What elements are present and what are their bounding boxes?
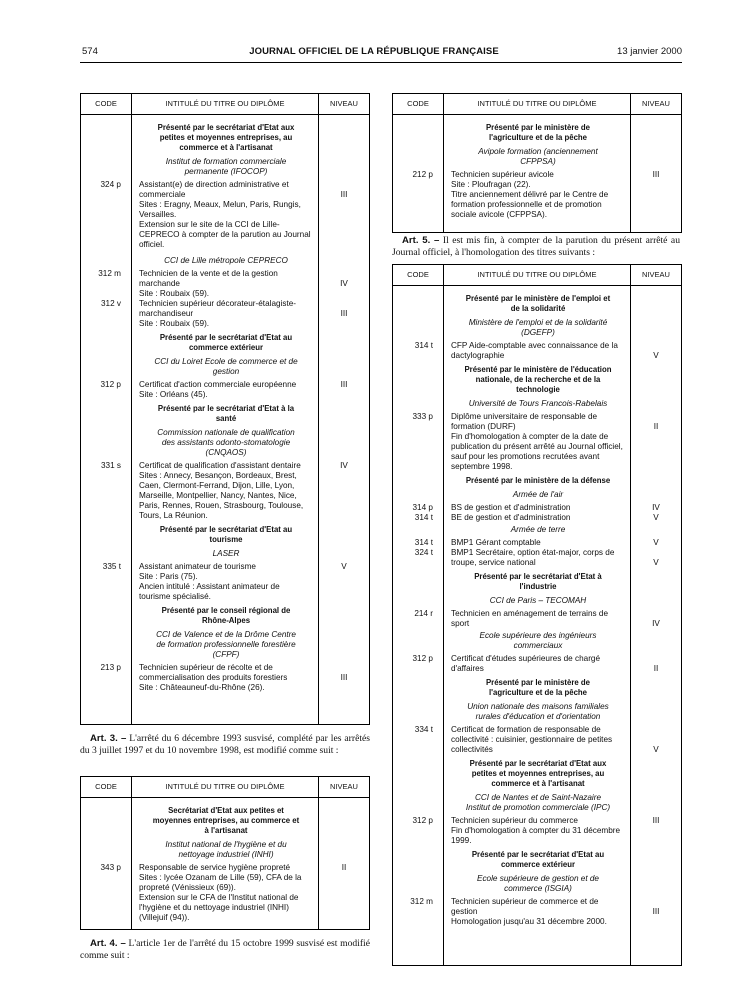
row-old-title: Ancien intitulé : Assistant animateur de tourisme spécialisé.	[139, 582, 280, 601]
section-heading: Présenté par le secrétariat d'Etat aux petites et moyennes entreprises, au commerce et à l'artisanat	[469, 759, 607, 788]
table-row	[81, 863, 369, 923]
journal-title: JOURNAL OFFICIEL DE LA RÉPUBLIQUE FRANÇAISE	[249, 46, 499, 57]
organization-name: CCI du Loiret Ecole de commerce et de gestion	[154, 357, 298, 376]
article-3	[80, 733, 370, 756]
section-heading: Présenté par le ministère de l'agriculture et de la pêche	[485, 678, 590, 697]
row-code: 335 t	[102, 562, 121, 571]
section-heading: Présenté par le secrétariat d'Etat aux petites et moyennes entreprises, au commerce et à l'artisanat	[157, 123, 295, 152]
table-row	[393, 170, 681, 220]
row-level: V	[653, 558, 659, 567]
row-title: Certificat de formation de responsable de collectivité : cuisinier, gestionnaire de petites collectivités	[451, 725, 613, 754]
row-site: Site : Roubaix (59).	[139, 319, 210, 328]
row-extension: Extension sur le CFA de l'Institut national de l'hygiène et du nettoyage industriel (INHI) (Villejuif (94)).	[139, 893, 299, 922]
row-note: Fin d'homologation à compter du 31 décembre 1999.	[451, 826, 621, 845]
page-number: 574	[82, 46, 98, 57]
row-title: Responsable de service hygiène propreté	[139, 863, 291, 872]
row-level: V	[653, 745, 659, 754]
section-heading: Secrétariat d'Etat aux petites et moyennes entreprises, au commerce et à l'artisanat	[152, 806, 300, 835]
row-level: III	[340, 380, 348, 389]
section-heading: Présenté par le conseil régional de Rhône-Alpes	[161, 606, 291, 625]
row-title: Technicien en aménagement de terrains de sport	[451, 609, 609, 628]
row-level: V	[653, 351, 659, 360]
row-title: CFP Aide-comptable avec connaissance de la dactylographie	[451, 341, 618, 360]
col-code-header: CODE	[407, 99, 429, 108]
row-level: II	[341, 863, 347, 872]
row-sites: Sites : Annecy, Besançon, Bordeaux, Brest, Caen, Clermont-Ferrand, Dijon, Lille, Lyon, Marseille, Montpellier, Nancy, Nantes, Nice, Paris, Rennes, Rouen, Strasbourg, Toulouse, Tours, La Réunion.	[139, 471, 304, 520]
row-title: BMP1 Gérant comptable	[451, 538, 541, 547]
right-main-diploma-table	[392, 264, 682, 966]
row-note: Fin d'homologation à compter de la date de publication du présent arrêté au Journal officiel, sauf pour les promotions recrutées avant septembre 1998.	[451, 432, 623, 471]
row-title: Technicien de la vente et de la gestion marchande	[139, 269, 278, 288]
col-code-header: CODE	[407, 270, 429, 279]
section-heading: Présenté par le secrétariat d'Etat à l'industrie	[474, 572, 602, 591]
organization-name: LASER	[212, 549, 240, 558]
organization-name: Avipole formation (anciennement CFPPSA)	[478, 147, 598, 166]
row-site: Site : Ploufragan (22).	[451, 180, 531, 189]
section-heading: Présenté par le secrétariat d'Etat au commerce extérieur	[159, 333, 293, 352]
row-code: 331 s	[100, 461, 121, 470]
row-site: Site : Orléans (45).	[139, 390, 208, 399]
table-row	[81, 663, 369, 693]
col-title-header: INTITULÉ DU TITRE OU DIPLÔME	[443, 94, 631, 114]
row-code: 312 p	[412, 816, 433, 825]
col-level-header: NIVEAU	[642, 99, 670, 108]
organization-name: Université de Tours Francois-Rabelais	[468, 399, 608, 408]
section-heading: Présenté par le ministère de l'éducation nationale, de la recherche et de la technologie	[464, 365, 612, 394]
table-row	[393, 816, 681, 846]
table-row	[393, 897, 681, 927]
row-level: V	[653, 538, 659, 547]
row-code: 212 p	[412, 170, 433, 179]
organization-name: Armée de l'air	[512, 490, 564, 499]
bottom-diploma-table	[80, 776, 370, 930]
row-level: III	[652, 816, 660, 825]
row-code: 312 m	[410, 897, 433, 906]
page-header	[0, 18, 748, 58]
article-label: Art. 5. –	[402, 235, 440, 246]
row-level: V	[341, 562, 347, 571]
row-title: Technicien supérieur avicole	[451, 170, 554, 179]
row-code: 214 r	[414, 609, 433, 618]
row-level: III	[340, 309, 348, 318]
organization-name: CCI de Paris – TECOMAH	[489, 596, 587, 605]
table-row	[81, 461, 369, 521]
row-site: Site : Paris (75).	[139, 572, 198, 581]
col-title-header: INTITULÉ DU TITRE OU DIPLÔME	[131, 777, 319, 797]
row-level: II	[653, 422, 659, 431]
row-code: 324 p	[100, 180, 121, 189]
row-level: III	[340, 673, 348, 682]
organization-name: Armée de terre	[510, 525, 566, 534]
row-title: Certificat de qualification d'assistant dentaire	[139, 461, 301, 470]
row-sites: Sites : Eragny, Meaux, Melun, Paris, Rungis, Versailles.	[139, 200, 301, 219]
row-old-title: Titre anciennement délivré par le Centre de formation professionnelle et de promotion sociale avicole (CFPPSA).	[451, 190, 609, 219]
article-label: Art. 4. –	[90, 938, 126, 949]
row-code: 312 m	[98, 269, 121, 278]
row-code: 314 t	[414, 538, 433, 547]
organization-name: Ministère de l'emploi et de la solidarité (DGEFP)	[468, 318, 608, 337]
row-level: IV	[652, 503, 660, 512]
row-level: III	[340, 190, 348, 199]
row-title: Assistant animateur de tourisme	[139, 562, 256, 571]
header-rule	[80, 62, 682, 63]
organization-name: CCI de Lille métropole CEPRECO	[164, 256, 288, 265]
table-row	[393, 538, 681, 548]
col-title-header: INTITULÉ DU TITRE OU DIPLÔME	[443, 265, 631, 285]
organization-name: Institut national de l'hygiène et du nettoyage industriel (INHI)	[165, 840, 287, 859]
row-extension: Extension sur le site de la CCI de Lille-CEPRECO à compter de la parution au Journal officiel.	[139, 220, 311, 249]
table-row	[81, 562, 369, 602]
table-header	[81, 777, 369, 798]
row-site: Site : Châteauneuf-du-Rhône (26).	[139, 683, 265, 692]
row-note: Homologation jusqu'au 31 décembre 2000.	[451, 917, 607, 926]
table-row	[393, 513, 681, 523]
row-code: 312 p	[100, 380, 121, 389]
row-code: 334 t	[414, 725, 433, 734]
row-code: 314 t	[414, 341, 433, 350]
row-level: IV	[340, 279, 348, 288]
col-code-header: CODE	[95, 782, 117, 791]
section-heading: Présenté par le ministère de l'emploi et de la solidarité	[465, 294, 611, 313]
row-level: IV	[652, 619, 660, 628]
section-heading: Présenté par le ministère de la défense	[465, 476, 611, 485]
organization-name: Institut de formation commerciale permanente (IFOCOP)	[165, 157, 287, 176]
table-header	[81, 94, 369, 115]
row-title: Technicien supérieur de commerce et de gestion	[451, 897, 599, 916]
section-heading: Présenté par le secrétariat d'Etat à la santé	[157, 404, 295, 423]
row-title: Technicien supérieur de récolte et de commercialisation des produits forestiers	[139, 663, 288, 682]
section-heading: Présenté par le secrétariat d'Etat au commerce extérieur	[471, 850, 605, 869]
section-heading: Présenté par le ministère de l'agriculture et de la pêche	[485, 123, 590, 142]
row-title: Assistant(e) de direction administrative et commerciale	[139, 180, 289, 199]
article-text: L'arrêté du 6 décembre 1993 susvisé, complété par les arrêtés du 3 juillet 1997 et du 10 novembre 1998, est modifié comme suit :	[80, 733, 370, 756]
table-row	[393, 654, 681, 674]
row-site: Site : Roubaix (59).	[139, 289, 210, 298]
row-code: 324 t	[414, 548, 433, 557]
row-level: III	[652, 170, 660, 179]
row-level: II	[653, 664, 659, 673]
row-code: 333 p	[412, 412, 433, 421]
table-row	[393, 503, 681, 513]
row-code: 343 p	[100, 863, 121, 872]
row-title: BS de gestion et d'administration	[451, 503, 571, 512]
organization-name: CCI de Valence et de la Drôme Centre de formation professionnelle forestière (CFPF)	[156, 630, 296, 659]
row-code: 312 v	[100, 299, 121, 308]
row-level: IV	[340, 461, 348, 470]
table-header	[393, 94, 681, 115]
col-level-header: NIVEAU	[330, 99, 358, 108]
organization-name: Union nationale des maisons familiales rurales d'éducation et d'orientation	[467, 702, 609, 721]
row-code: 213 p	[100, 663, 121, 672]
organization-name: CCI de Nantes et de Saint-Nazaire Institut de promotion commerciale (IPC)	[465, 793, 611, 812]
table-row	[81, 380, 369, 400]
article-text: L'article 1er de l'arrêté du 15 octobre 1999 susvisé est modifié comme suit :	[80, 938, 370, 961]
row-level: V	[653, 513, 659, 522]
row-sites: Sites : lycée Ozanam de Lille (59), CFA de la propreté (Vénissieux (69)).	[139, 873, 302, 892]
organization-name: Commission nationale de qualification des assistants odonto-stomatologie (CNQAOS)	[157, 428, 295, 457]
article-4	[80, 938, 370, 961]
col-level-header: NIVEAU	[330, 782, 358, 791]
right-top-diploma-table	[392, 93, 682, 233]
row-code: 314 t	[414, 513, 433, 522]
article-5	[392, 235, 680, 258]
table-row	[393, 609, 681, 629]
table-row	[81, 299, 369, 329]
table-row	[81, 269, 369, 299]
section-heading: Présenté par le secrétariat d'Etat au tourisme	[159, 525, 293, 544]
table-row	[393, 725, 681, 755]
row-title: Certificat d'études supérieures de chargé d'affaires	[451, 654, 601, 673]
table-row	[393, 548, 681, 568]
row-level: III	[652, 907, 660, 916]
left-diploma-table	[80, 93, 370, 725]
table-row	[81, 180, 369, 250]
col-level-header: NIVEAU	[642, 270, 670, 279]
row-title: BMP1 Secrétaire, option état-major, corps de troupe, service national	[451, 548, 615, 567]
row-code: 314 p	[412, 503, 433, 512]
row-title: BE de gestion et d'administration	[451, 513, 571, 522]
row-title: Certificat d'action commerciale européenne	[139, 380, 297, 389]
article-text: Il est mis fin, à compter de la parution du présent arrêté au Journal officiel, à l'homologation des titres suivants :	[392, 235, 680, 258]
row-code: 312 p	[412, 654, 433, 663]
row-title: Technicien supérieur du commerce	[451, 816, 578, 825]
organization-name: Ecole supérieure des ingénieurs commerciaux	[479, 631, 597, 650]
article-label: Art. 3. –	[90, 733, 127, 744]
col-title-header: INTITULÉ DU TITRE OU DIPLÔME	[131, 94, 319, 114]
row-title: Technicien supérieur décorateur-étalagiste-marchandiseur	[139, 299, 297, 318]
issue-date: 13 janvier 2000	[617, 46, 682, 57]
table-row	[393, 341, 681, 361]
table-row	[393, 412, 681, 472]
row-title: Diplôme universitaire de responsable de formation (DURF)	[451, 412, 598, 431]
table-header	[393, 265, 681, 286]
organization-name: Ecole supérieure de gestion et de commerce (ISGIA)	[477, 874, 599, 893]
col-code-header: CODE	[95, 99, 117, 108]
